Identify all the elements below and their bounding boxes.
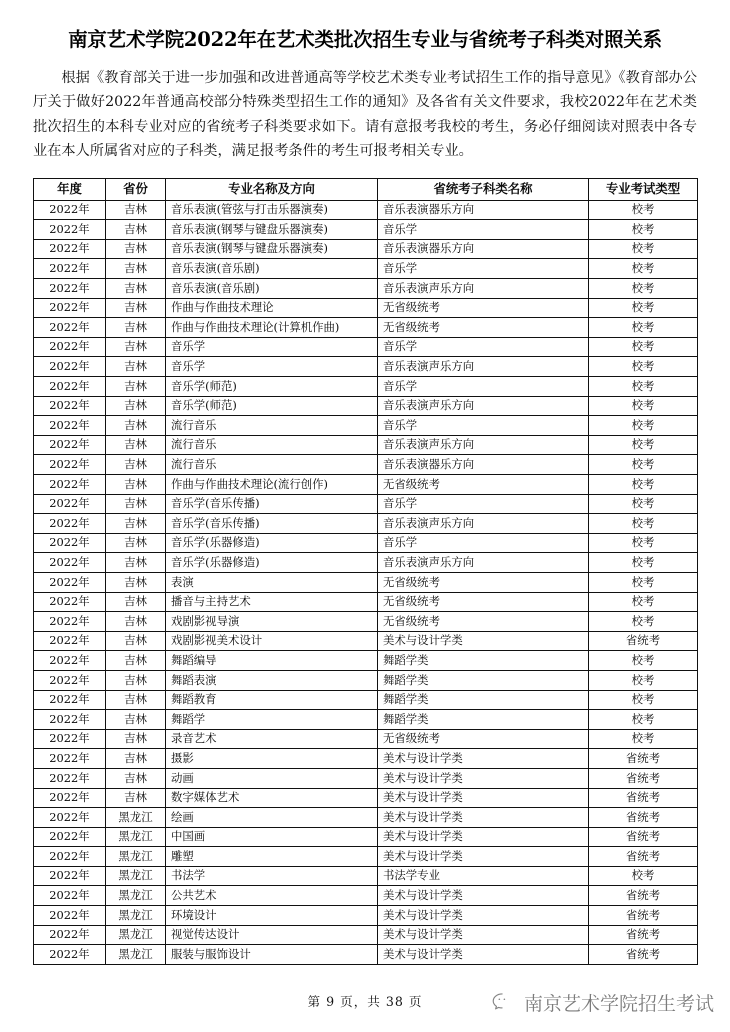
cell-province: 吉林 [106, 670, 166, 690]
cell-year: 2022年 [34, 435, 106, 455]
column-header-province: 省份 [106, 178, 166, 200]
cell-examtype: 校考 [589, 259, 698, 279]
cell-subject: 舞蹈学类 [378, 710, 589, 730]
table-row [34, 827, 698, 847]
cell-subject: 音乐表演声乐方向 [378, 357, 589, 377]
cell-major: 动画 [166, 768, 378, 788]
table-row [34, 906, 698, 926]
cell-subject: 音乐学 [378, 494, 589, 514]
cell-major: 环境设计 [166, 906, 378, 926]
cell-examtype: 校考 [589, 416, 698, 436]
table-row [34, 298, 698, 318]
cell-major: 音乐学 [166, 357, 378, 377]
cell-province: 吉林 [106, 553, 166, 573]
cell-province: 吉林 [106, 631, 166, 651]
cell-examtype: 省统考 [589, 749, 698, 769]
cell-year: 2022年 [34, 533, 106, 553]
cell-major: 音乐学(师范) [166, 377, 378, 397]
cell-subject: 音乐表演声乐方向 [378, 514, 589, 534]
table-row [34, 494, 698, 514]
cell-examtype: 省统考 [589, 945, 698, 965]
cell-year: 2022年 [34, 259, 106, 279]
comparison-table [33, 178, 698, 965]
cell-subject: 美术与设计学类 [378, 631, 589, 651]
cell-examtype: 省统考 [589, 925, 698, 945]
cell-province: 吉林 [106, 475, 166, 495]
cell-major: 流行音乐 [166, 435, 378, 455]
cell-major: 公共艺术 [166, 886, 378, 906]
cell-year: 2022年 [34, 670, 106, 690]
cell-subject: 舞蹈学类 [378, 670, 589, 690]
cell-subject: 美术与设计学类 [378, 925, 589, 945]
cell-major: 表演 [166, 572, 378, 592]
cell-subject: 音乐学 [378, 377, 589, 397]
cell-subject: 音乐学 [378, 337, 589, 357]
cell-subject: 音乐表演器乐方向 [378, 239, 589, 259]
cell-examtype: 校考 [589, 239, 698, 259]
cell-subject: 美术与设计学类 [378, 808, 589, 828]
cell-year: 2022年 [34, 220, 106, 240]
cell-examtype: 校考 [589, 435, 698, 455]
cell-examtype: 校考 [589, 475, 698, 495]
table-row [34, 396, 698, 416]
cell-province: 吉林 [106, 239, 166, 259]
cell-year: 2022年 [34, 592, 106, 612]
cell-major: 播音与主持艺术 [166, 592, 378, 612]
cell-province: 吉林 [106, 768, 166, 788]
table-row [34, 592, 698, 612]
cell-examtype: 校考 [589, 670, 698, 690]
cell-subject: 无省级统考 [378, 318, 589, 338]
cell-examtype: 校考 [589, 200, 698, 220]
cell-subject: 美术与设计学类 [378, 886, 589, 906]
cell-year: 2022年 [34, 690, 106, 710]
table-row [34, 768, 698, 788]
cell-major: 雕塑 [166, 847, 378, 867]
cell-major: 摄影 [166, 749, 378, 769]
cell-year: 2022年 [34, 279, 106, 299]
cell-major: 音乐学(乐器修造) [166, 533, 378, 553]
cell-province: 吉林 [106, 651, 166, 671]
table-row [34, 749, 698, 769]
cell-year: 2022年 [34, 553, 106, 573]
cell-year: 2022年 [34, 475, 106, 495]
cell-province: 吉林 [106, 514, 166, 534]
cell-examtype: 校考 [589, 455, 698, 475]
cell-examtype: 校考 [589, 592, 698, 612]
cell-province: 吉林 [106, 416, 166, 436]
cell-year: 2022年 [34, 377, 106, 397]
cell-year: 2022年 [34, 710, 106, 730]
cell-year: 2022年 [34, 494, 106, 514]
cell-subject: 音乐表演声乐方向 [378, 553, 589, 573]
cell-examtype: 校考 [589, 514, 698, 534]
page-number-footer: 第 9 页，共 38 页 [307, 994, 423, 1009]
cell-province: 吉林 [106, 279, 166, 299]
cell-subject: 无省级统考 [378, 572, 589, 592]
cell-subject: 舞蹈学类 [378, 690, 589, 710]
cell-province: 吉林 [106, 455, 166, 475]
cell-major: 流行音乐 [166, 455, 378, 475]
cell-examtype: 省统考 [589, 768, 698, 788]
cell-year: 2022年 [34, 866, 106, 886]
cell-major: 录音艺术 [166, 729, 378, 749]
cell-examtype: 省统考 [589, 788, 698, 808]
cell-year: 2022年 [34, 749, 106, 769]
cell-province: 吉林 [106, 337, 166, 357]
wechat-icon [492, 992, 518, 1014]
cell-examtype: 校考 [589, 533, 698, 553]
cell-year: 2022年 [34, 808, 106, 828]
cell-subject: 音乐表演器乐方向 [378, 200, 589, 220]
cell-subject: 音乐学 [378, 220, 589, 240]
table-row [34, 808, 698, 828]
cell-major: 服装与服饰设计 [166, 945, 378, 965]
table-row [34, 455, 698, 475]
cell-subject: 音乐表演声乐方向 [378, 279, 589, 299]
cell-year: 2022年 [34, 631, 106, 651]
cell-province: 黑龙江 [106, 925, 166, 945]
cell-major: 音乐表演(钢琴与键盘乐器演奏) [166, 220, 378, 240]
cell-year: 2022年 [34, 298, 106, 318]
cell-major: 音乐表演(管弦与打击乐器演奏) [166, 200, 378, 220]
cell-major: 作曲与作曲技术理论 [166, 298, 378, 318]
cell-subject: 美术与设计学类 [378, 906, 589, 926]
intro-paragraph: 根据《教育部关于进一步加强和改进普通高等学校艺术类专业考试招生工作的指导意见》《教育部办公厅关于做好2022年普通高校部分特殊类型招生工作的通知》及各省有关文件要求，我校2022年在艺术类批次招生的本科专业对应的省统考子科类要求如下。请有意报考我校的考生，务必仔细阅读对照表中各专业在本人所属省对应的子科类，满足报考条件的考生可报考相关专业。 [33, 70, 697, 160]
cell-major: 流行音乐 [166, 416, 378, 436]
table-body [34, 200, 698, 964]
cell-major: 音乐学 [166, 337, 378, 357]
cell-major: 数字媒体艺术 [166, 788, 378, 808]
cell-major: 舞蹈学 [166, 710, 378, 730]
cell-examtype: 校考 [589, 866, 698, 886]
table-row [34, 729, 698, 749]
cell-province: 黑龙江 [106, 827, 166, 847]
cell-subject: 音乐学 [378, 259, 589, 279]
table-row [34, 318, 698, 338]
cell-subject: 音乐表演器乐方向 [378, 455, 589, 475]
cell-examtype: 校考 [589, 220, 698, 240]
cell-examtype: 校考 [589, 337, 698, 357]
cell-province: 吉林 [106, 220, 166, 240]
cell-year: 2022年 [34, 788, 106, 808]
cell-subject: 书法学专业 [378, 866, 589, 886]
cell-examtype: 省统考 [589, 886, 698, 906]
table-row [34, 670, 698, 690]
cell-province: 吉林 [106, 259, 166, 279]
cell-province: 黑龙江 [106, 886, 166, 906]
cell-province: 吉林 [106, 749, 166, 769]
cell-examtype: 校考 [589, 494, 698, 514]
cell-examtype: 校考 [589, 357, 698, 377]
column-header-subject: 省统考子科类名称 [378, 178, 589, 200]
table-row [34, 572, 698, 592]
cell-year: 2022年 [34, 396, 106, 416]
table-row [34, 416, 698, 436]
table-row [34, 945, 698, 965]
cell-year: 2022年 [34, 318, 106, 338]
cell-province: 吉林 [106, 298, 166, 318]
cell-province: 吉林 [106, 494, 166, 514]
table-row [34, 279, 698, 299]
cell-major: 戏剧影视美术设计 [166, 631, 378, 651]
cell-major: 音乐表演(音乐剧) [166, 259, 378, 279]
cell-major: 绘画 [166, 808, 378, 828]
cell-province: 吉林 [106, 729, 166, 749]
table-row [34, 514, 698, 534]
watermark [492, 989, 714, 1016]
table-row [34, 220, 698, 240]
cell-examtype: 省统考 [589, 631, 698, 651]
table-row [34, 337, 698, 357]
table-header-row [34, 178, 698, 200]
table-row [34, 886, 698, 906]
table-row [34, 690, 698, 710]
cell-examtype: 校考 [589, 729, 698, 749]
cell-province: 黑龙江 [106, 866, 166, 886]
cell-subject: 无省级统考 [378, 612, 589, 632]
cell-examtype: 校考 [589, 318, 698, 338]
cell-major: 戏剧影视导演 [166, 612, 378, 632]
cell-province: 吉林 [106, 572, 166, 592]
cell-subject: 舞蹈学类 [378, 651, 589, 671]
cell-examtype: 省统考 [589, 808, 698, 828]
cell-province: 吉林 [106, 435, 166, 455]
cell-year: 2022年 [34, 651, 106, 671]
cell-major: 音乐学(音乐传播) [166, 494, 378, 514]
cell-major: 音乐学(师范) [166, 396, 378, 416]
cell-year: 2022年 [34, 906, 106, 926]
column-header-examtype: 专业考试类型 [589, 178, 698, 200]
cell-major: 舞蹈编导 [166, 651, 378, 671]
cell-province: 吉林 [106, 592, 166, 612]
column-header-year: 年度 [34, 178, 106, 200]
table-row [34, 925, 698, 945]
table-row [34, 651, 698, 671]
cell-examtype: 校考 [589, 396, 698, 416]
cell-year: 2022年 [34, 239, 106, 259]
cell-major: 音乐学(音乐传播) [166, 514, 378, 534]
cell-year: 2022年 [34, 357, 106, 377]
cell-examtype: 校考 [589, 690, 698, 710]
cell-subject: 音乐学 [378, 533, 589, 553]
watermark-text: 南京艺术学院招生考试 [523, 993, 714, 1015]
cell-year: 2022年 [34, 455, 106, 475]
cell-year: 2022年 [34, 945, 106, 965]
cell-subject: 美术与设计学类 [378, 945, 589, 965]
cell-year: 2022年 [34, 337, 106, 357]
cell-subject: 美术与设计学类 [378, 788, 589, 808]
cell-examtype: 省统考 [589, 827, 698, 847]
cell-examtype: 校考 [589, 298, 698, 318]
cell-examtype: 校考 [589, 651, 698, 671]
cell-subject: 音乐表演声乐方向 [378, 396, 589, 416]
table-row [34, 866, 698, 886]
cell-major: 音乐学(乐器修造) [166, 553, 378, 573]
cell-examtype: 校考 [589, 553, 698, 573]
table-row [34, 631, 698, 651]
cell-major: 作曲与作曲技术理论(计算机作曲) [166, 318, 378, 338]
cell-province: 黑龙江 [106, 808, 166, 828]
cell-year: 2022年 [34, 729, 106, 749]
table-row [34, 475, 698, 495]
cell-subject: 无省级统考 [378, 298, 589, 318]
cell-year: 2022年 [34, 514, 106, 534]
cell-year: 2022年 [34, 768, 106, 788]
table-row [34, 239, 698, 259]
cell-province: 吉林 [106, 377, 166, 397]
cell-province: 吉林 [106, 612, 166, 632]
cell-subject: 音乐表演声乐方向 [378, 435, 589, 455]
table-row [34, 788, 698, 808]
cell-subject: 美术与设计学类 [378, 847, 589, 867]
cell-province: 吉林 [106, 533, 166, 553]
cell-subject: 美术与设计学类 [378, 749, 589, 769]
cell-year: 2022年 [34, 572, 106, 592]
cell-major: 书法学 [166, 866, 378, 886]
cell-major: 作曲与作曲技术理论(流行创作) [166, 475, 378, 495]
cell-major: 音乐表演(钢琴与键盘乐器演奏) [166, 239, 378, 259]
cell-province: 吉林 [106, 396, 166, 416]
cell-subject: 无省级统考 [378, 729, 589, 749]
cell-examtype: 校考 [589, 612, 698, 632]
cell-examtype: 省统考 [589, 847, 698, 867]
table-row [34, 553, 698, 573]
table-row [34, 533, 698, 553]
cell-examtype: 校考 [589, 279, 698, 299]
cell-major: 中国画 [166, 827, 378, 847]
cell-province: 黑龙江 [106, 906, 166, 926]
cell-major: 视觉传达设计 [166, 925, 378, 945]
cell-subject: 美术与设计学类 [378, 768, 589, 788]
cell-examtype: 省统考 [589, 906, 698, 926]
cell-major: 舞蹈表演 [166, 670, 378, 690]
cell-subject: 音乐学 [378, 416, 589, 436]
cell-subject: 美术与设计学类 [378, 827, 589, 847]
cell-examtype: 校考 [589, 377, 698, 397]
cell-major: 音乐表演(音乐剧) [166, 279, 378, 299]
cell-province: 吉林 [106, 357, 166, 377]
cell-year: 2022年 [34, 200, 106, 220]
table-row [34, 435, 698, 455]
cell-examtype: 校考 [589, 710, 698, 730]
cell-province: 吉林 [106, 200, 166, 220]
cell-province: 吉林 [106, 690, 166, 710]
cell-province: 黑龙江 [106, 847, 166, 867]
page-title: 南京艺术学院2022年在艺术类批次招生专业与省统考子科类对照关系 [68, 28, 662, 51]
table-row [34, 200, 698, 220]
cell-major: 舞蹈教育 [166, 690, 378, 710]
column-header-major: 专业名称及方向 [166, 178, 378, 200]
table-row [34, 612, 698, 632]
cell-year: 2022年 [34, 847, 106, 867]
table-row [34, 710, 698, 730]
cell-examtype: 校考 [589, 572, 698, 592]
cell-year: 2022年 [34, 886, 106, 906]
table-row [34, 847, 698, 867]
cell-year: 2022年 [34, 925, 106, 945]
table-row [34, 377, 698, 397]
cell-province: 吉林 [106, 788, 166, 808]
cell-province: 吉林 [106, 318, 166, 338]
comparison-table-wrapper [0, 164, 730, 965]
cell-province: 黑龙江 [106, 945, 166, 965]
table-row [34, 259, 698, 279]
cell-subject: 无省级统考 [378, 475, 589, 495]
cell-subject: 无省级统考 [378, 592, 589, 612]
table-row [34, 357, 698, 377]
cell-year: 2022年 [34, 612, 106, 632]
cell-year: 2022年 [34, 416, 106, 436]
cell-year: 2022年 [34, 827, 106, 847]
cell-province: 吉林 [106, 710, 166, 730]
